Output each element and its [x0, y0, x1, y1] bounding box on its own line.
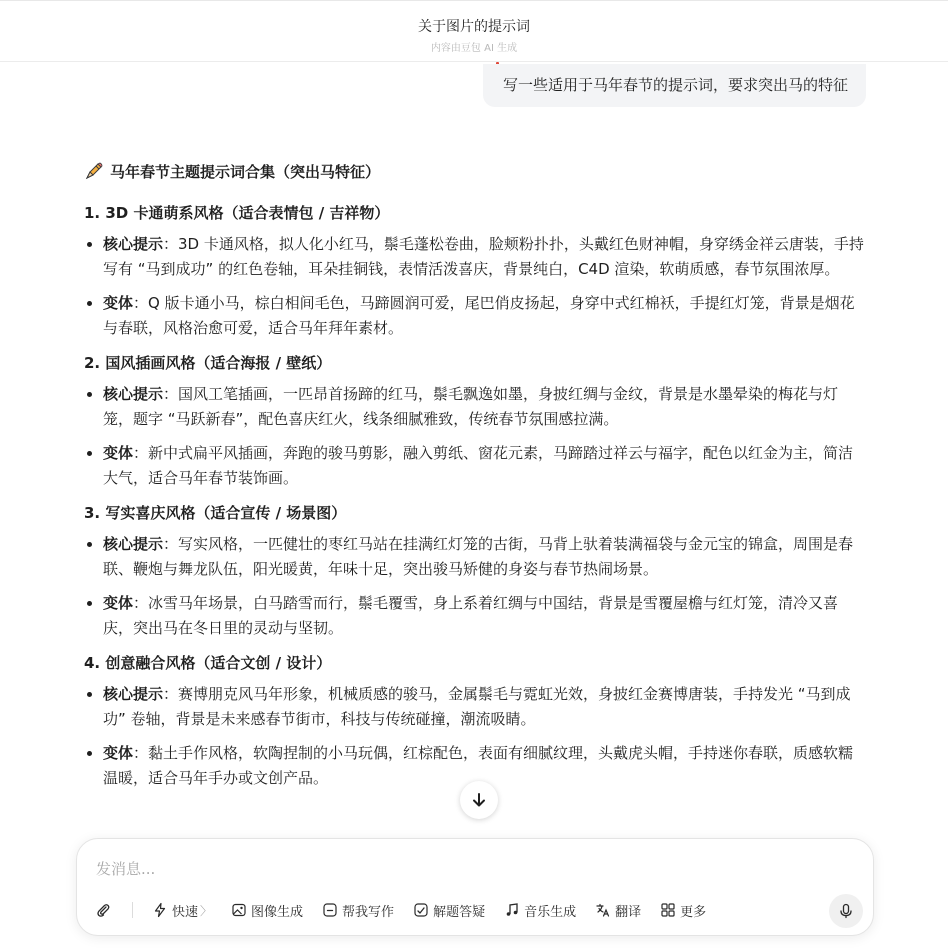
- attach-button[interactable]: [95, 902, 115, 918]
- music-generation-label: 音乐生成: [524, 904, 577, 920]
- arrow-down-icon: [471, 792, 487, 808]
- list-item: [84, 441, 866, 491]
- ai-generated-note: 内容由豆包 AI 生成: [430, 43, 518, 54]
- message-input[interactable]: 发消息...: [96, 860, 156, 878]
- microphone-icon: [838, 903, 854, 919]
- image-generation-label: 图像生成: [251, 904, 304, 920]
- chat-title: 关于图片的提示词: [418, 19, 530, 35]
- quick-mode-button[interactable]: [152, 901, 212, 920]
- answer-heading-text: 马年春节主题提示词合集（突出马特征）: [110, 162, 381, 181]
- list-item: [84, 382, 866, 432]
- section-title: 4. 创意融合风格（适合文创 / 设计）: [84, 654, 332, 672]
- section: [84, 350, 866, 491]
- assistant-answer: [84, 158, 866, 800]
- lightning-icon: [152, 902, 168, 918]
- chevron-right-icon: 〉: [200, 903, 213, 918]
- message-composer: [76, 838, 874, 936]
- image-generation-button[interactable]: [231, 901, 303, 920]
- item-text: ：Q 版卡通小马，棕白相间毛色，马蹄圆润可爱，尾巴俏皮扬起，身穿中式红棉袄，手提红灯笼，背景是烟花与春联，风格治愈可爱，适合马年拜年素材。: [103, 294, 855, 337]
- item-text: ：冰雪马年场景，白马踏雪而行，鬃毛覆雪，身上系着红绸与中国结，背景是雪覆屋檐与红灯笼，清冷又喜庆，突出马在冬日里的灵动与坚韧。: [103, 594, 839, 637]
- section-title: 3. 写实喜庆风格（适合宣传 / 场景图）: [84, 504, 347, 522]
- grid-icon: [660, 902, 676, 918]
- item-label: 变体: [103, 744, 134, 762]
- image-icon: [231, 902, 247, 918]
- problem-solving-label: 解题答疑: [433, 904, 486, 920]
- list-item: [84, 532, 866, 582]
- chat-header: [0, 0, 948, 62]
- toolbar-divider: [132, 902, 133, 918]
- section: [84, 200, 866, 341]
- translate-label: 翻译: [615, 904, 642, 920]
- list-item: [84, 682, 866, 732]
- writing-icon: [322, 902, 338, 918]
- section-title: 2. 国风插画风格（适合海报 / 壁纸）: [84, 354, 332, 372]
- item-label: 核心提示: [103, 535, 164, 553]
- section-title: 1. 3D 卡通萌系风格（适合表情包 / 吉祥物）: [84, 204, 390, 222]
- item-text: ：写实风格，一匹健壮的枣红马站在挂满红灯笼的古街，马背上驮着装满福袋与金元宝的锦盒，周围是春联、鞭炮与舞龙队伍，阳光暖黄，年味十足，突出骏马矫健的身姿与春节热闹场景。: [103, 535, 854, 578]
- answer-heading: [84, 158, 866, 184]
- music-generation-button[interactable]: [504, 901, 576, 920]
- translate-icon: [595, 902, 611, 918]
- more-label: 更多: [680, 904, 707, 920]
- item-text: ：3D 卡通风格，拟人化小红马，鬃毛蓬松卷曲，脸颊粉扑扑，头戴红色财神帽，身穿绣金祥云唐装，手持写有 “马到成功” 的红色卷轴，耳朵挂铜钱，表情活泼喜庆，背景纯白，C4D 渲染，软萌质感，春节氛围浓厚。: [103, 235, 864, 278]
- solve-icon: [413, 902, 429, 918]
- item-text: ：黏土手作风格，软陶捏制的小马玩偶，红棕配色，表面有细腻纹理，头戴虎头帽，手持迷你春联，质感软糯温暖，适合马年手办或文创产品。: [103, 744, 854, 787]
- item-label: 核心提示: [103, 235, 164, 253]
- list-item: [84, 591, 866, 641]
- more-button[interactable]: [660, 901, 706, 920]
- problem-solving-button[interactable]: [413, 901, 485, 920]
- user-message-bubble: 写一些适用于马年春节的提示词，要求突出马的特征: [483, 64, 866, 107]
- item-label: 核心提示: [103, 685, 164, 703]
- scroll-to-bottom-button[interactable]: [460, 781, 498, 819]
- voice-input-button[interactable]: [829, 894, 863, 928]
- help-write-label: 帮我写作: [342, 904, 395, 920]
- quick-mode-label: 快速: [172, 904, 199, 920]
- item-text: ：赛博朋克风马年形象，机械质感的骏马，金属鬃毛与霓虹光效，身披红金赛博唐装，手持发光 “马到成功” 卷轴，背景是未来感春节街市，科技与传统碰撞，潮流吸睛。: [103, 685, 851, 728]
- section: [84, 650, 866, 791]
- section: [84, 500, 866, 641]
- composer-toolbar: [95, 899, 725, 921]
- pen-icon: [84, 161, 104, 181]
- translate-button[interactable]: [595, 901, 641, 920]
- list-item: [84, 232, 866, 282]
- paperclip-icon: [95, 902, 111, 918]
- item-label: 变体: [103, 444, 134, 462]
- item-label: 变体: [103, 594, 134, 612]
- help-write-button[interactable]: [322, 901, 394, 920]
- item-text: ：新中式扁平风插画，奔跑的骏马剪影，融入剪纸、窗花元素，马蹄踏过祥云与福字，配色以红金为主，简洁大气，适合马年春节装饰画。: [103, 444, 854, 487]
- music-note-icon: [504, 902, 520, 918]
- item-label: 变体: [103, 294, 134, 312]
- list-item: [84, 291, 866, 341]
- item-label: 核心提示: [103, 385, 164, 403]
- item-text: ：国风工笔插画，一匹昂首扬蹄的红马，鬃毛飘逸如墨，身披红绸与金纹，背景是水墨晕染的梅花与灯笼，题字 “马跃新春”，配色喜庆红火，线条细腻雅致，传统春节氛围感拉满。: [103, 385, 839, 428]
